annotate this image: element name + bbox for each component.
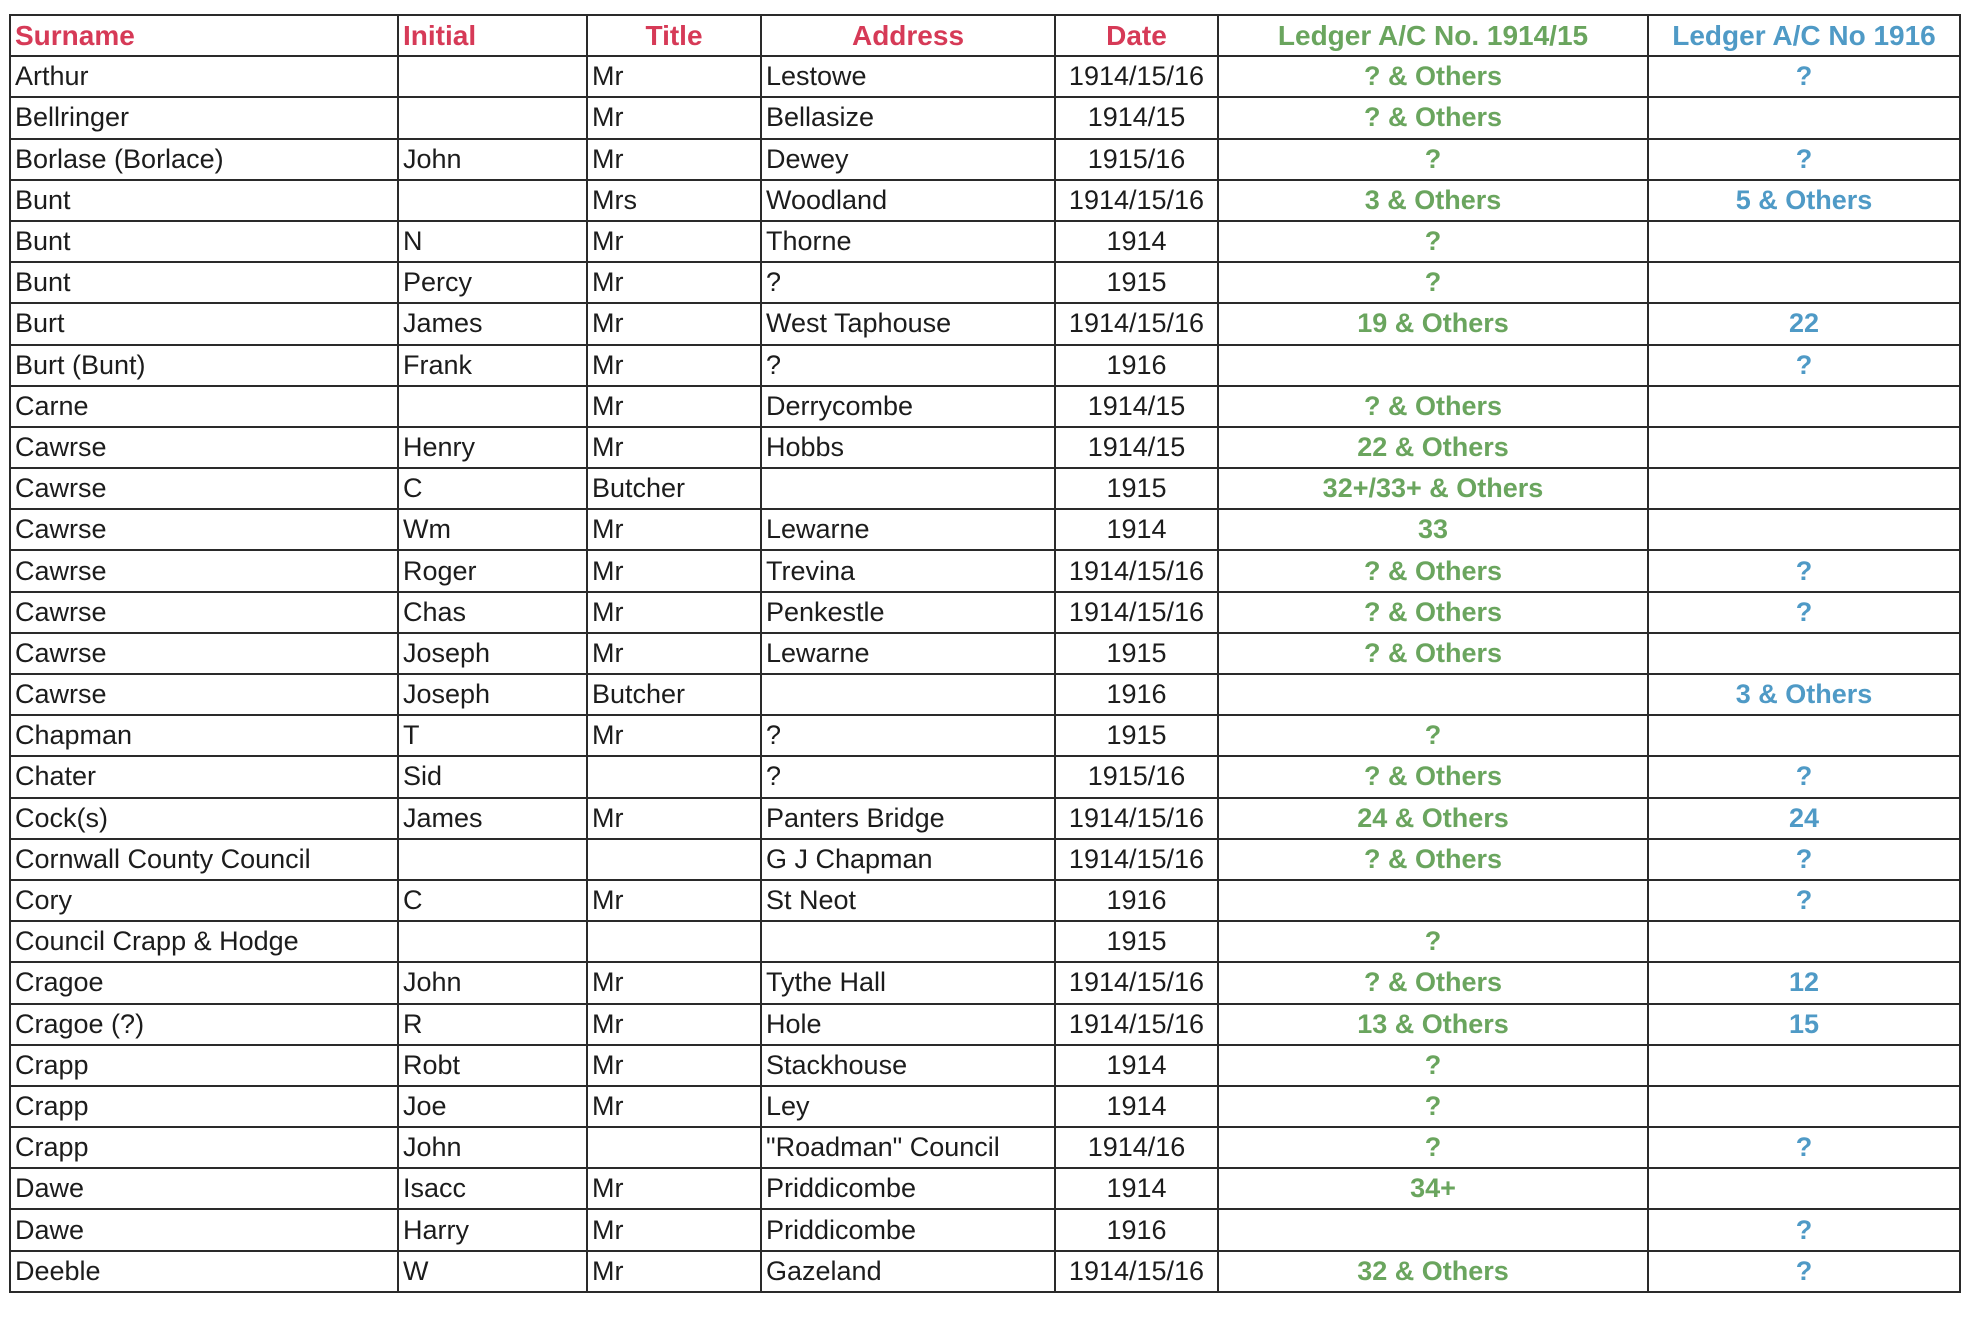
cell-surname: Cory <box>10 880 398 921</box>
cell-date: 1914/15/16 <box>1055 592 1218 633</box>
table-row <box>10 715 1960 756</box>
table-row <box>10 1209 1960 1250</box>
cell-ledger-1914-15: ? & Others <box>1218 592 1648 633</box>
cell-initial: Roger <box>398 550 587 591</box>
cell-ledger-1914-15 <box>1218 674 1648 715</box>
cell-ledger-1916 <box>1648 921 1960 962</box>
table-row <box>10 427 1960 468</box>
cell-ledger-1914-15: ? & Others <box>1218 550 1648 591</box>
cell-surname: Deeble <box>10 1251 398 1292</box>
cell-ledger-1916 <box>1648 386 1960 427</box>
cell-title: Mr <box>587 56 761 97</box>
cell-ledger-1916: 22 <box>1648 303 1960 344</box>
cell-title: Mr <box>587 509 761 550</box>
cell-ledger-1916 <box>1648 1168 1960 1209</box>
cell-surname: Cornwall County Council <box>10 839 398 880</box>
cell-title: Mr <box>587 221 761 262</box>
cell-title: Mr <box>587 592 761 633</box>
cell-surname: Bunt <box>10 180 398 221</box>
cell-initial: T <box>398 715 587 756</box>
cell-surname: Cragoe (?) <box>10 1004 398 1045</box>
cell-surname: Arthur <box>10 56 398 97</box>
cell-address: Priddicombe <box>761 1209 1055 1250</box>
cell-initial: Frank <box>398 345 587 386</box>
cell-ledger-1914-15: ? <box>1218 1045 1648 1086</box>
table-row <box>10 1251 1960 1292</box>
cell-ledger-1914-15: ? <box>1218 221 1648 262</box>
cell-surname: Cragoe <box>10 962 398 1003</box>
cell-ledger-1916: ? <box>1648 756 1960 797</box>
cell-initial <box>398 180 587 221</box>
cell-address: Woodland <box>761 180 1055 221</box>
cell-title: Mr <box>587 1086 761 1127</box>
cell-address: Bellasize <box>761 97 1055 138</box>
table-row <box>10 345 1960 386</box>
cell-title <box>587 921 761 962</box>
cell-surname: Chapman <box>10 715 398 756</box>
cell-date: 1914/15 <box>1055 427 1218 468</box>
cell-title: Mr <box>587 139 761 180</box>
table-row <box>10 303 1960 344</box>
table-row <box>10 798 1960 839</box>
cell-surname: Cawrse <box>10 427 398 468</box>
table-row <box>10 592 1960 633</box>
cell-initial: John <box>398 962 587 1003</box>
cell-surname: Crapp <box>10 1127 398 1168</box>
cell-title <box>587 839 761 880</box>
cell-surname: Burt (Bunt) <box>10 345 398 386</box>
cell-ledger-1914-15: ? & Others <box>1218 962 1648 1003</box>
cell-address: "Roadman" Council <box>761 1127 1055 1168</box>
cell-ledger-1914-15 <box>1218 345 1648 386</box>
cell-ledger-1916: 3 & Others <box>1648 674 1960 715</box>
cell-ledger-1914-15: 32 & Others <box>1218 1251 1648 1292</box>
cell-ledger-1914-15: 24 & Others <box>1218 798 1648 839</box>
cell-ledger-1914-15: ? <box>1218 1127 1648 1168</box>
cell-date: 1914/15/16 <box>1055 798 1218 839</box>
cell-surname: Carne <box>10 386 398 427</box>
cell-date: 1914 <box>1055 1045 1218 1086</box>
cell-initial <box>398 56 587 97</box>
cell-surname: Cock(s) <box>10 798 398 839</box>
cell-ledger-1916: ? <box>1648 550 1960 591</box>
cell-ledger-1916: ? <box>1648 1209 1960 1250</box>
cell-initial: C <box>398 880 587 921</box>
cell-address: Lewarne <box>761 633 1055 674</box>
cell-ledger-1916: ? <box>1648 139 1960 180</box>
cell-surname: Borlase (Borlace) <box>10 139 398 180</box>
cell-address: Lestowe <box>761 56 1055 97</box>
cell-ledger-1914-15: ? & Others <box>1218 633 1648 674</box>
cell-date: 1915 <box>1055 633 1218 674</box>
cell-surname: Crapp <box>10 1086 398 1127</box>
cell-address: Hole <box>761 1004 1055 1045</box>
cell-ledger-1916 <box>1648 97 1960 138</box>
table-row <box>10 180 1960 221</box>
cell-ledger-1916 <box>1648 221 1960 262</box>
cell-date: 1914 <box>1055 221 1218 262</box>
cell-title: Butcher <box>587 468 761 509</box>
cell-title: Mr <box>587 550 761 591</box>
cell-ledger-1916: ? <box>1648 345 1960 386</box>
cell-address: Hobbs <box>761 427 1055 468</box>
cell-address: Tythe Hall <box>761 962 1055 1003</box>
cell-title: Mr <box>587 715 761 756</box>
cell-date: 1914/15/16 <box>1055 962 1218 1003</box>
cell-ledger-1914-15: ? & Others <box>1218 839 1648 880</box>
cell-title: Mrs <box>587 180 761 221</box>
cell-initial: R <box>398 1004 587 1045</box>
cell-ledger-1914-15: ? & Others <box>1218 56 1648 97</box>
cell-ledger-1916: 12 <box>1648 962 1960 1003</box>
cell-ledger-1914-15: 3 & Others <box>1218 180 1648 221</box>
table-row <box>10 633 1960 674</box>
cell-address: West Taphouse <box>761 303 1055 344</box>
header-title: Title <box>587 15 761 56</box>
cell-date: 1915 <box>1055 262 1218 303</box>
table-row <box>10 468 1960 509</box>
cell-date: 1914/15/16 <box>1055 303 1218 344</box>
cell-ledger-1916: 24 <box>1648 798 1960 839</box>
header-surname: Surname <box>10 15 398 56</box>
cell-ledger-1914-15: 13 & Others <box>1218 1004 1648 1045</box>
cell-ledger-1916: ? <box>1648 1127 1960 1168</box>
cell-date: 1914/15/16 <box>1055 839 1218 880</box>
cell-ledger-1914-15: ? & Others <box>1218 756 1648 797</box>
cell-date: 1916 <box>1055 345 1218 386</box>
table-row <box>10 1045 1960 1086</box>
cell-address: Thorne <box>761 221 1055 262</box>
cell-title: Mr <box>587 1004 761 1045</box>
cell-surname: Cawrse <box>10 674 398 715</box>
cell-title: Mr <box>587 427 761 468</box>
cell-initial: W <box>398 1251 587 1292</box>
cell-ledger-1916 <box>1648 468 1960 509</box>
cell-ledger-1916: ? <box>1648 592 1960 633</box>
cell-initial: C <box>398 468 587 509</box>
cell-initial: Harry <box>398 1209 587 1250</box>
cell-surname: Bellringer <box>10 97 398 138</box>
cell-ledger-1914-15: 33 <box>1218 509 1648 550</box>
cell-address: Panters Bridge <box>761 798 1055 839</box>
cell-ledger-1914-15: 22 & Others <box>1218 427 1648 468</box>
cell-title: Mr <box>587 97 761 138</box>
cell-ledger-1914-15: ? <box>1218 715 1648 756</box>
table-row <box>10 1086 1960 1127</box>
table-row <box>10 839 1960 880</box>
cell-ledger-1914-15: 32+/33+ & Others <box>1218 468 1648 509</box>
cell-ledger-1916 <box>1648 1086 1960 1127</box>
cell-surname: Chater <box>10 756 398 797</box>
cell-ledger-1914-15: ? & Others <box>1218 97 1648 138</box>
cell-date: 1914/15 <box>1055 97 1218 138</box>
cell-date: 1915/16 <box>1055 756 1218 797</box>
cell-date: 1914/15/16 <box>1055 1004 1218 1045</box>
cell-ledger-1916: ? <box>1648 880 1960 921</box>
table-row <box>10 962 1960 1003</box>
cell-ledger-1914-15: ? <box>1218 921 1648 962</box>
cell-initial: Robt <box>398 1045 587 1086</box>
cell-initial: Isacc <box>398 1168 587 1209</box>
cell-title: Mr <box>587 880 761 921</box>
cell-initial: James <box>398 303 587 344</box>
ledger-body <box>10 56 1960 1292</box>
cell-date: 1916 <box>1055 880 1218 921</box>
cell-surname: Cawrse <box>10 633 398 674</box>
table-row <box>10 1168 1960 1209</box>
table-row <box>10 386 1960 427</box>
cell-address: Stackhouse <box>761 1045 1055 1086</box>
cell-surname: Dawe <box>10 1209 398 1250</box>
cell-ledger-1914-15 <box>1218 1209 1648 1250</box>
header-initial: Initial <box>398 15 587 56</box>
table-row <box>10 921 1960 962</box>
cell-initial: Joe <box>398 1086 587 1127</box>
table-row <box>10 1127 1960 1168</box>
cell-date: 1916 <box>1055 674 1218 715</box>
cell-surname: Bunt <box>10 262 398 303</box>
cell-initial: Wm <box>398 509 587 550</box>
cell-surname: Cawrse <box>10 592 398 633</box>
cell-title: Mr <box>587 303 761 344</box>
cell-date: 1914/15/16 <box>1055 1251 1218 1292</box>
cell-title: Mr <box>587 1168 761 1209</box>
cell-surname: Council Crapp & Hodge <box>10 921 398 962</box>
cell-title: Mr <box>587 1045 761 1086</box>
cell-title: Mr <box>587 633 761 674</box>
cell-initial: John <box>398 1127 587 1168</box>
cell-address: Penkestle <box>761 592 1055 633</box>
cell-surname: Cawrse <box>10 550 398 591</box>
cell-initial: Henry <box>398 427 587 468</box>
cell-date: 1914/15/16 <box>1055 56 1218 97</box>
cell-title: Mr <box>587 1251 761 1292</box>
table-row <box>10 550 1960 591</box>
cell-address <box>761 921 1055 962</box>
cell-date: 1914 <box>1055 1168 1218 1209</box>
cell-surname: Cawrse <box>10 468 398 509</box>
cell-initial <box>398 839 587 880</box>
cell-date: 1914 <box>1055 1086 1218 1127</box>
cell-ledger-1914-15: 19 & Others <box>1218 303 1648 344</box>
cell-ledger-1916 <box>1648 262 1960 303</box>
cell-address: Lewarne <box>761 509 1055 550</box>
cell-address <box>761 468 1055 509</box>
cell-address: St Neot <box>761 880 1055 921</box>
cell-address: ? <box>761 262 1055 303</box>
cell-date: 1914 <box>1055 509 1218 550</box>
table-row <box>10 97 1960 138</box>
cell-address <box>761 674 1055 715</box>
cell-surname: Cawrse <box>10 509 398 550</box>
cell-ledger-1914-15: ? <box>1218 1086 1648 1127</box>
cell-surname: Bunt <box>10 221 398 262</box>
cell-ledger-1916 <box>1648 1045 1960 1086</box>
cell-ledger-1914-15: ? <box>1218 262 1648 303</box>
ledger-sheet <box>9 14 1959 1293</box>
cell-date: 1914/15 <box>1055 386 1218 427</box>
header-date: Date <box>1055 15 1218 56</box>
cell-surname: Dawe <box>10 1168 398 1209</box>
table-row <box>10 139 1960 180</box>
cell-ledger-1916: 15 <box>1648 1004 1960 1045</box>
cell-ledger-1914-15: ? <box>1218 139 1648 180</box>
cell-initial <box>398 386 587 427</box>
cell-address: Trevina <box>761 550 1055 591</box>
table-row <box>10 509 1960 550</box>
cell-ledger-1916: ? <box>1648 1251 1960 1292</box>
cell-address: ? <box>761 715 1055 756</box>
cell-initial: Joseph <box>398 674 587 715</box>
table-row <box>10 221 1960 262</box>
cell-date: 1914/15/16 <box>1055 180 1218 221</box>
cell-date: 1915 <box>1055 715 1218 756</box>
cell-ledger-1916 <box>1648 509 1960 550</box>
cell-initial <box>398 97 587 138</box>
table-row <box>10 56 1960 97</box>
cell-title: Mr <box>587 386 761 427</box>
cell-title: Butcher <box>587 674 761 715</box>
table-row <box>10 756 1960 797</box>
cell-address: Ley <box>761 1086 1055 1127</box>
cell-ledger-1916 <box>1648 427 1960 468</box>
cell-ledger-1916: ? <box>1648 56 1960 97</box>
cell-initial: Sid <box>398 756 587 797</box>
cell-initial: Percy <box>398 262 587 303</box>
cell-initial: Joseph <box>398 633 587 674</box>
cell-date: 1915 <box>1055 468 1218 509</box>
header-ledger-1916: Ledger A/C No 1916 <box>1648 15 1960 56</box>
header-address: Address <box>761 15 1055 56</box>
cell-title: Mr <box>587 1209 761 1250</box>
header-ledger-1914-15: Ledger A/C No. 1914/15 <box>1218 15 1648 56</box>
cell-surname: Burt <box>10 303 398 344</box>
cell-address: Derrycombe <box>761 386 1055 427</box>
cell-ledger-1916: ? <box>1648 839 1960 880</box>
cell-surname: Crapp <box>10 1045 398 1086</box>
table-row <box>10 880 1960 921</box>
cell-date: 1914/15/16 <box>1055 550 1218 591</box>
cell-ledger-1914-15: ? & Others <box>1218 386 1648 427</box>
cell-initial: John <box>398 139 587 180</box>
cell-date: 1915/16 <box>1055 139 1218 180</box>
table-row <box>10 262 1960 303</box>
cell-date: 1914/16 <box>1055 1127 1218 1168</box>
cell-title: Mr <box>587 962 761 1003</box>
header-row <box>10 15 1960 56</box>
cell-title <box>587 1127 761 1168</box>
table-row <box>10 1004 1960 1045</box>
cell-initial: N <box>398 221 587 262</box>
cell-ledger-1914-15: 34+ <box>1218 1168 1648 1209</box>
cell-address: G J Chapman <box>761 839 1055 880</box>
cell-address: ? <box>761 345 1055 386</box>
cell-title: Mr <box>587 345 761 386</box>
cell-initial: James <box>398 798 587 839</box>
cell-address: Gazeland <box>761 1251 1055 1292</box>
cell-address: Priddicombe <box>761 1168 1055 1209</box>
cell-title <box>587 756 761 797</box>
cell-address: ? <box>761 756 1055 797</box>
cell-initial <box>398 921 587 962</box>
cell-ledger-1916 <box>1648 715 1960 756</box>
cell-ledger-1914-15 <box>1218 880 1648 921</box>
table-row <box>10 674 1960 715</box>
cell-address: Dewey <box>761 139 1055 180</box>
cell-title: Mr <box>587 262 761 303</box>
cell-ledger-1916: 5 & Others <box>1648 180 1960 221</box>
ledger-table <box>9 14 1961 1293</box>
cell-initial: Chas <box>398 592 587 633</box>
cell-date: 1915 <box>1055 921 1218 962</box>
cell-date: 1916 <box>1055 1209 1218 1250</box>
cell-ledger-1916 <box>1648 633 1960 674</box>
cell-title: Mr <box>587 798 761 839</box>
